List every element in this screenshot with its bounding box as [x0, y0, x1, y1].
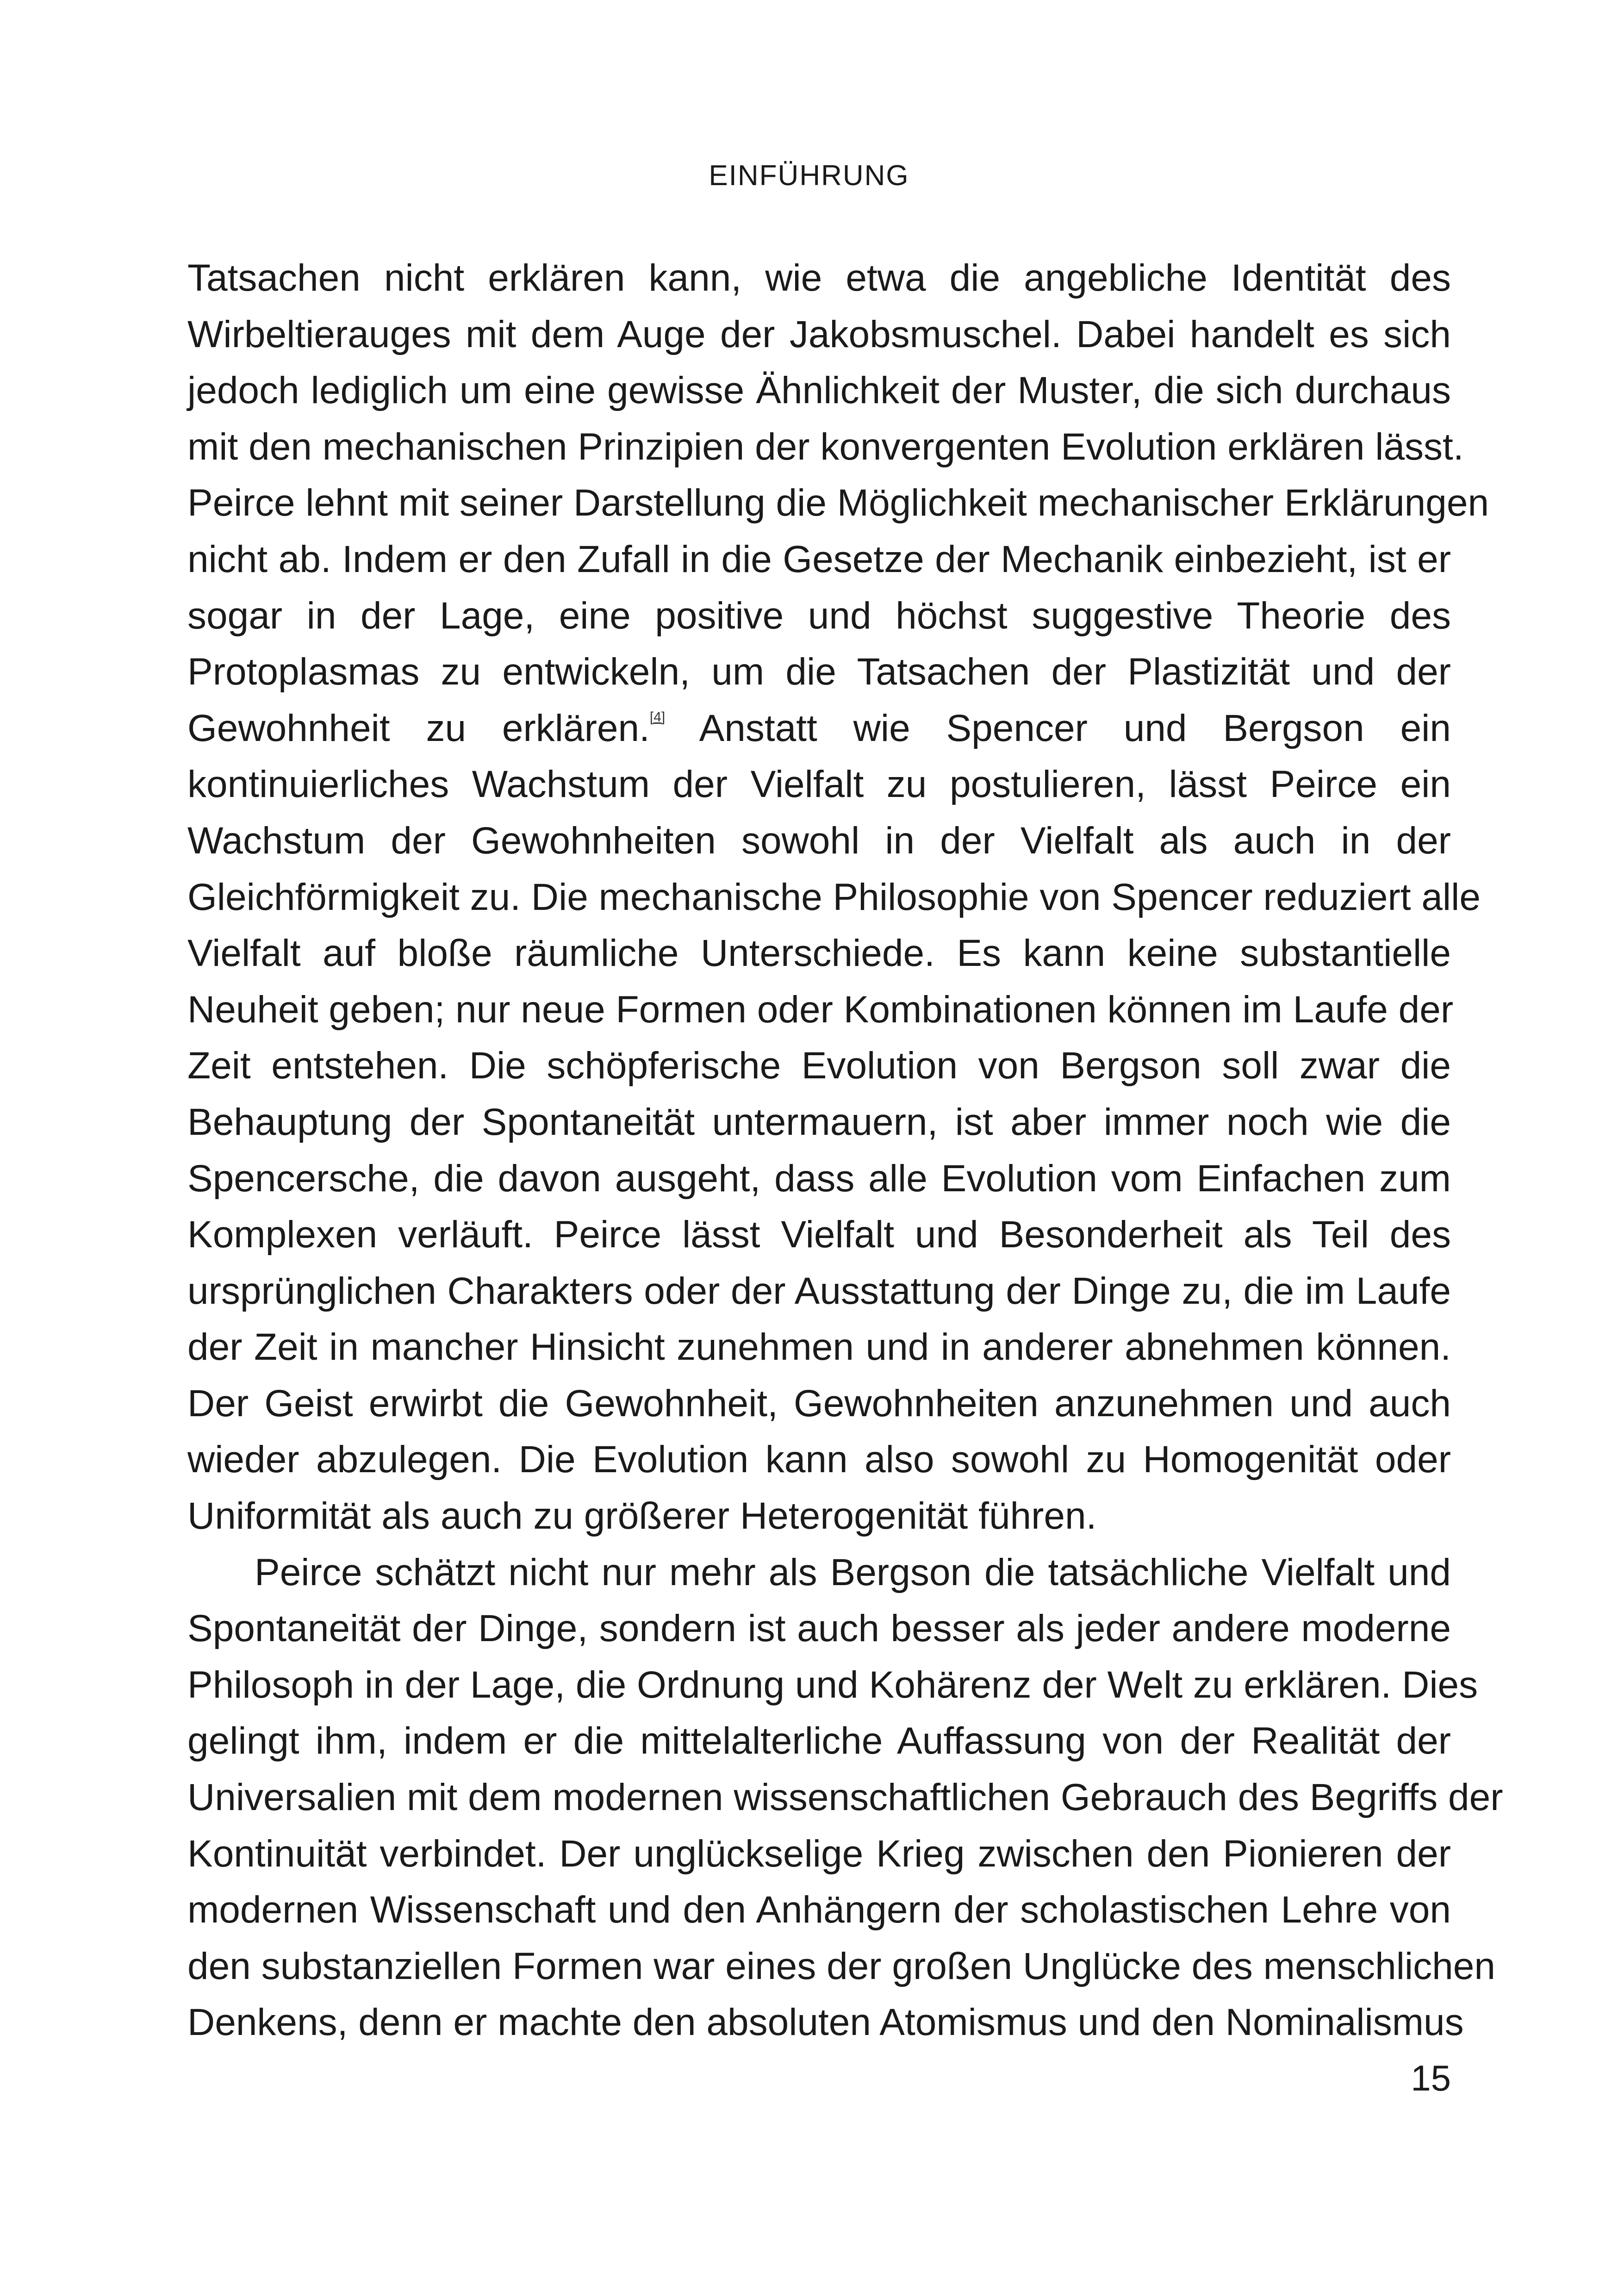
text-line: Spencersche, die davon ausgeht, dass alle Evolution vom Einfachen zum	[187, 1157, 1451, 1200]
text-line: Behauptung der Spontaneität untermauern, ist aber immer noch wie die	[187, 1101, 1451, 1143]
text-line: ursprünglichen Charakters oder der Ausstattung der Dinge zu, die im Laufe	[187, 1269, 1451, 1312]
page-number: 15	[1411, 2058, 1451, 2098]
text-fragment: Gewohnheit zu erklären.	[187, 707, 650, 749]
running-head: EINFÜHRUNG	[709, 160, 909, 192]
text-line: jedoch lediglich um eine gewisse Ähnlichkeit der Muster, die sich durchaus	[187, 369, 1451, 412]
text-line: Philosoph in der Lage, die Ordnung und Kohärenz der Welt zu erklären. Dies	[187, 1663, 1478, 1706]
text-line: sogar in der Lage, eine positive und höchst suggestive Theorie des	[187, 594, 1451, 637]
text-line: Gleichförmigkeit zu. Die mechanische Philosophie von Spencer reduziert alle	[187, 876, 1481, 918]
text-line: mit den mechanischen Prinzipien der konvergenten Evolution erklären lässt.	[187, 425, 1464, 468]
footnote-link[interactable]: [4]	[649, 709, 666, 725]
text-line: der Zeit in mancher Hinsicht zunehmen und in anderer abnehmen können.	[187, 1326, 1451, 1369]
text-line: Uniformität als auch zu größerer Heterogenität führen.	[187, 1495, 1097, 1537]
text-line: Peirce lehnt mit seiner Darstellung die Möglichkeit mechanischer Erklärungen	[187, 482, 1489, 524]
text-line: Protoplasmas zu entwickeln, um die Tatsachen der Plastizität und der	[187, 651, 1451, 693]
text-line: den substanziellen Formen war eines der großen Unglücke des menschlichen	[187, 1945, 1495, 1987]
text-line: gelingt ihm, indem er die mittelalterliche Auffassung von der Realität der	[187, 1720, 1451, 1762]
text-line: Vielfalt auf bloße räumliche Unterschiede. Es kann keine substantielle	[187, 932, 1451, 975]
text-line: Denkens, denn er machte den absoluten Atomismus und den Nominalismus	[187, 2001, 1464, 2044]
text-fragment: Anstatt wie Spencer und Bergson ein	[699, 707, 1451, 749]
text-line: Peirce schätzt nicht nur mehr als Bergson die tatsächliche Vielfalt und	[255, 1551, 1451, 1593]
text-line: modernen Wissenschaft und den Anhängern der scholastischen Lehre von	[187, 1889, 1451, 1931]
text-line: kontinuierliches Wachstum der Vielfalt zu postulieren, lässt Peirce ein	[187, 763, 1451, 806]
text-line-with-footnote	[187, 700, 1451, 757]
text-line: Spontaneität der Dinge, sondern ist auch besser als jeder andere moderne	[187, 1607, 1451, 1650]
text-line: wieder abzulegen. Die Evolution kann also sowohl zu Homogenität oder	[187, 1438, 1451, 1481]
text-line: Tatsachen nicht erklären kann, wie etwa die angebliche Identität des	[187, 257, 1451, 299]
text-line: nicht ab. Indem er den Zufall in die Gesetze der Mechanik einbezieht, ist er	[187, 538, 1451, 580]
text-line: Zeit entstehen. Die schöpferische Evolution von Bergson soll zwar die	[187, 1045, 1451, 1087]
body-text	[187, 250, 1503, 2051]
text-line: Neuheit geben; nur neue Formen oder Kombinationen können im Laufe der	[187, 988, 1454, 1031]
text-line: Komplexen verläuft. Peirce lässt Vielfalt und Besonderheit als Teil des	[187, 1213, 1451, 1256]
text-line: Universalien mit dem modernen wissenschaftlichen Gebrauch des Begriffs der	[187, 1776, 1503, 1819]
text-line: Kontinuität verbindet. Der unglückselige Krieg zwischen den Pionieren der	[187, 1832, 1451, 1875]
text-line: Wachstum der Gewohnheiten sowohl in der Vielfalt als auch in der	[187, 819, 1451, 862]
text-line: Der Geist erwirbt die Gewohnheit, Gewohnheiten anzunehmen und auch	[187, 1382, 1451, 1425]
text-line: Wirbeltierauges mit dem Auge der Jakobsmuschel. Dabei handelt es sich	[187, 313, 1451, 355]
